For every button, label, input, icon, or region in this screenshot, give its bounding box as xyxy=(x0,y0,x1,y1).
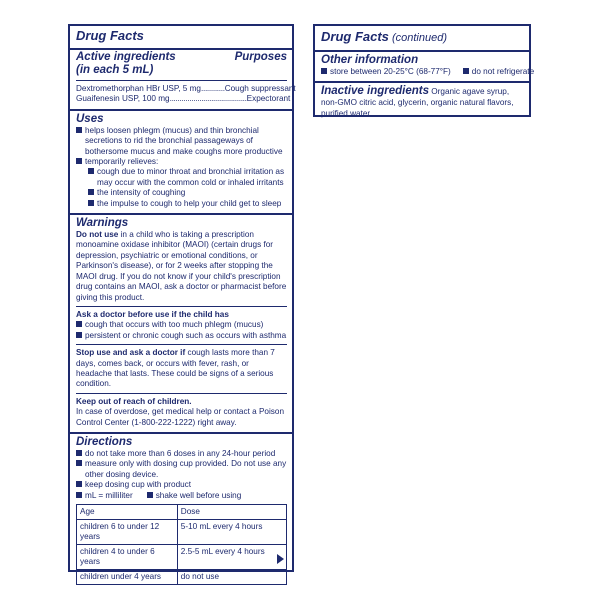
bullet-square-icon xyxy=(88,168,94,174)
table-cell: 2.5-5 mL every 4 hours xyxy=(177,545,286,570)
ingredient-row xyxy=(76,94,291,104)
ingredient-dots: ............ xyxy=(201,84,225,93)
uses-section xyxy=(70,111,292,215)
inactive-ingredients-paragraph: Inactive ingredients Organic agave syrup, non-GMO citric acid, glycerin, organic natural flavors, purified water xyxy=(321,85,514,118)
uses-subitem: cough due to minor throat and bronchial irritation as may occur with the common cold or inhaled irritants xyxy=(76,167,287,188)
table-row xyxy=(77,545,287,570)
do-not-use-paragraph: Do not use in a child who is taking a prescription monoamine oxidase inhibitor (MAOI) (certain drugs for depression, psychiatric or emotional conditions, or Parkinson's disease), or for 2 weeks after stopping the MAOI drug. If you do not know if your child's prescription drug contains an MAOI, ask a doctor or pharmacist before giving this product. xyxy=(76,230,287,302)
table-cell: 5-10 mL every 4 hours xyxy=(177,520,286,545)
table-cell: children 4 to under 6 years xyxy=(77,545,178,570)
table-row xyxy=(77,520,287,545)
drug-facts-continued-panel xyxy=(313,24,535,118)
bullet-square-icon xyxy=(76,332,82,338)
ingredient-dots: ....................................... xyxy=(169,94,247,104)
table-header-cell: Dose xyxy=(177,505,286,520)
purposes-heading: Purposes xyxy=(234,51,287,63)
bullet-square-icon xyxy=(88,189,94,195)
directions-heading: Directions xyxy=(76,435,133,448)
other-information-section xyxy=(315,52,535,83)
ask-doctor-heading: Ask a doctor before use if the child has xyxy=(76,309,229,319)
uses-subitem: the intensity of coughing xyxy=(76,188,287,198)
continue-arrow-icon xyxy=(277,554,284,564)
warnings-heading: Warnings xyxy=(76,217,129,230)
bullet-square-icon xyxy=(76,492,82,498)
drug-facts-title-section xyxy=(70,26,292,50)
keep-out-heading: Keep out of reach of children. xyxy=(76,396,192,406)
bullet-square-icon xyxy=(76,127,82,133)
dosing-table xyxy=(76,504,287,585)
continued-title: Drug Facts (continued) xyxy=(321,29,447,44)
ingredient-name: Dextromethorphan HBr USP, 5 mg xyxy=(76,84,201,93)
other-information-items: store between 20-25°C (68-77°F) do not refrigerate xyxy=(321,67,524,77)
uses-heading: Uses xyxy=(76,112,104,125)
inactive-ingredients-section xyxy=(315,83,529,123)
warnings-section xyxy=(70,215,292,434)
table-cell: do not use xyxy=(177,570,286,585)
uses-subitem: the impulse to cough to help your child get to sleep xyxy=(76,199,287,209)
active-ingredients-heading: Active ingredients xyxy=(76,51,176,63)
table-row xyxy=(77,570,287,585)
bullet-square-icon xyxy=(76,321,82,327)
ingredient-purpose: Expectorant xyxy=(246,94,291,104)
ask-doctor-item: persistent or chronic cough such as occurs with asthma xyxy=(76,331,287,341)
table-cell: children 6 to under 12 years xyxy=(77,520,178,545)
drug-facts-title: Drug Facts xyxy=(76,28,144,43)
drug-facts-panel xyxy=(68,24,296,581)
directions-item: do not take more than 6 doses in any 24-hour period xyxy=(76,449,287,459)
table-cell: children under 4 years xyxy=(77,570,178,585)
directions-item: measure only with dosing cup provided. Do not use any other dosing device. xyxy=(76,459,287,480)
bullet-square-icon xyxy=(76,158,82,164)
directions-section xyxy=(70,434,292,589)
ingredient-name: Guaifenesin USP, 100 mg xyxy=(76,94,170,104)
ingredient-purpose: Cough suppressant xyxy=(224,84,296,93)
keep-out-text: In case of overdose, get medical help or contact a Poison Control Center (1-800-222-1222) right away. xyxy=(76,407,284,427)
directions-item: keep dosing cup with product xyxy=(76,480,287,490)
bullet-square-icon xyxy=(76,450,82,456)
bullet-square-icon xyxy=(321,68,327,74)
bullet-square-icon xyxy=(88,200,94,206)
bullet-square-icon xyxy=(76,481,82,487)
bullet-square-icon xyxy=(463,68,469,74)
stop-use-paragraph: Stop use and ask a doctor if cough lasts more than 7 days, comes back, or occurs with fever, rash, or headache that lasts. These could be signs of a serious condition. xyxy=(76,348,275,389)
ingredient-row xyxy=(76,80,296,94)
continued-title-section xyxy=(315,26,529,52)
directions-item-row: mL = milliliter shake well before using xyxy=(76,491,287,501)
other-information-heading: Other information xyxy=(321,54,419,66)
bullet-square-icon xyxy=(147,492,153,498)
uses-item: helps loosen phlegm (mucus) and thin bronchial secretions to rid the bronchial passageways of bothersome mucus and make coughs more productive xyxy=(76,126,287,157)
bullet-square-icon xyxy=(76,460,82,466)
uses-item: temporarily relieves: xyxy=(76,157,287,167)
active-ingredients-section xyxy=(70,50,296,111)
ask-doctor-item: cough that occurs with too much phlegm (mucus) xyxy=(76,320,287,330)
active-ingredients-subheading: (in each 5 mL) xyxy=(76,64,154,76)
table-header-row xyxy=(77,505,287,520)
table-header-cell: Age xyxy=(77,505,178,520)
